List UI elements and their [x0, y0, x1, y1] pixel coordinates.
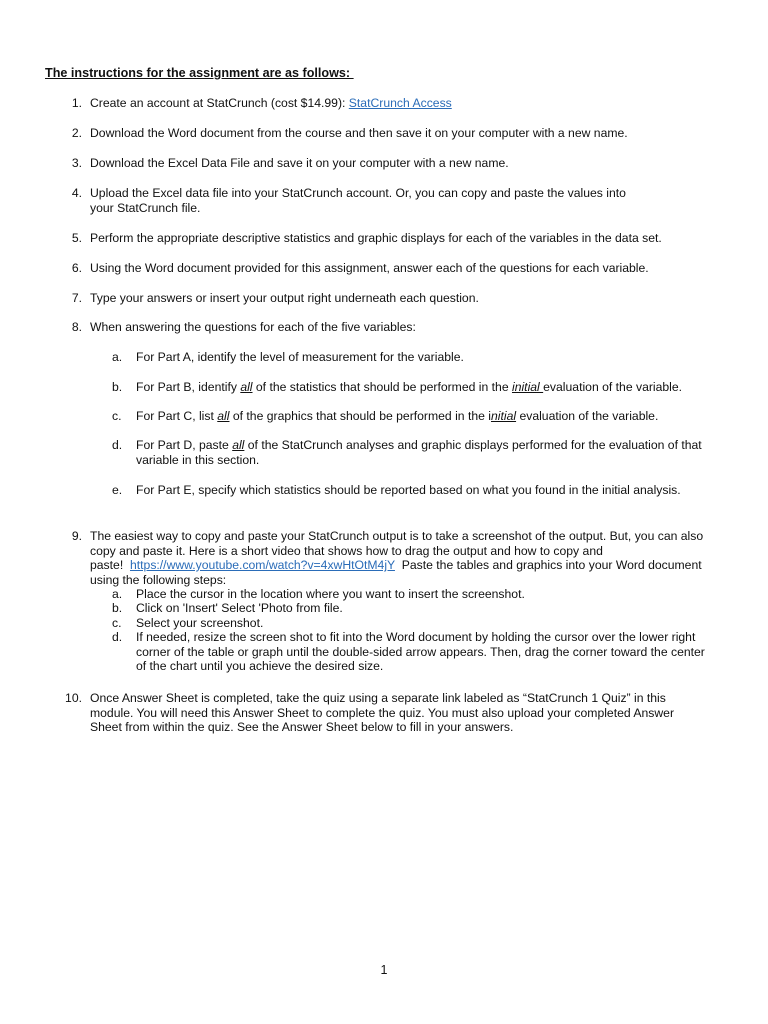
sub-item-text: For Part C, list all of the graphics that should be performed in the initial evaluation of the variable. — [136, 409, 659, 423]
statcrunch-access-link[interactable]: StatCrunch Access — [348, 96, 452, 110]
emphasis-initial: nitial — [490, 409, 517, 423]
item-number: 9. — [71, 529, 82, 543]
sub-item-text: Select your screenshot. — [136, 616, 264, 630]
emphasis-all: all — [217, 409, 230, 423]
sub-item-letter: a. — [112, 587, 123, 601]
sub-item-letter: b. — [112, 601, 123, 615]
sub-item-letter: c. — [112, 616, 122, 630]
item-number: 1. — [71, 96, 82, 110]
sub-item-letter: b. — [112, 380, 123, 394]
item-text: Once Answer Sheet is completed, take the quiz using a separate link labeled as “StatCrunch 1 Quiz” in this module. You will need this Answer Sheet to complete the quiz. You must also upload your completed Answer Sheet from within the quiz. See the Answer Sheet below to fill in your answers. — [90, 691, 675, 734]
item-number: 10. — [65, 691, 82, 705]
emphasis-initial: initial — [511, 380, 544, 394]
sub-item-text: Place the cursor in the location where you want to insert the screenshot. — [136, 587, 525, 601]
sub-item-text: Click on 'Insert' Select 'Photo from file. — [136, 601, 343, 615]
emphasis-all: all — [232, 438, 245, 452]
item-text: Type your answers or insert your output right underneath each question. — [90, 291, 479, 305]
item-text: The easiest way to copy and paste your StatCrunch output is to take a screenshot of the output. But, you can also copy and paste it. Here is a short video that shows how to drag the output and how to copy and paste! https://www.youtube.com/watch?v=4xwHtOtM4jY Paste the tables and graphics into your Word document using the following steps: — [90, 529, 704, 587]
item-number: 2. — [71, 126, 82, 140]
youtube-video-link[interactable]: https://www.youtube.com/watch?v=4xwHtOtM4jY — [129, 558, 395, 572]
item-text: Upload the Excel data file into your StatCrunch account. Or, you can copy and paste the values into your StatCrunch file. — [90, 186, 626, 215]
sub-item-letter: c. — [112, 409, 122, 423]
sub-item-text: If needed, resize the screen shot to fit into the Word document by holding the cursor over the lower right corner of the table or graph until the double-sided arrow appears. Then, drag the corner toward the center of the chart until you achieve the desired size. — [136, 630, 705, 673]
item-text: When answering the questions for each of the five variables: — [90, 320, 416, 334]
item-number: 6. — [71, 261, 82, 275]
item-text: Using the Word document provided for this assignment, answer each of the questions for each variable. — [90, 261, 649, 275]
sub-item-letter: d. — [112, 630, 123, 644]
sub-item-letter: a. — [112, 350, 123, 364]
item-number: 5. — [71, 231, 82, 245]
sub-item-text: For Part B, identify all of the statistics that should be performed in the initial evaluation of the variable. — [136, 380, 683, 394]
instructions-heading: The instructions for the assignment are as follows: — [45, 66, 354, 80]
item-number: 4. — [71, 186, 82, 200]
item-text: Create an account at StatCrunch (cost $14.99): StatCrunch Access — [90, 96, 452, 110]
item-number: 8. — [71, 320, 82, 334]
page-number: 1 — [380, 963, 388, 977]
sub-item-text: For Part D, paste all of the StatCrunch analyses and graphic displays performed for the evaluation of that variable in this section. — [136, 438, 702, 467]
item-number: 3. — [71, 156, 82, 170]
sub-item-text: For Part A, identify the level of measurement for the variable. — [136, 350, 464, 364]
item-text: Perform the appropriate descriptive statistics and graphic displays for each of the variables in the data set. — [90, 231, 662, 245]
emphasis-all: all — [240, 380, 253, 394]
sub-item-letter: d. — [112, 438, 123, 452]
item-number: 7. — [71, 291, 82, 305]
item-text: Download the Excel Data File and save it on your computer with a new name. — [90, 156, 509, 170]
item-text: Download the Word document from the course and then save it on your computer with a new name. — [90, 126, 628, 140]
sub-item-letter: e. — [112, 483, 123, 497]
sub-item-text: For Part E, specify which statistics should be reported based on what you found in the initial analysis. — [136, 483, 681, 497]
